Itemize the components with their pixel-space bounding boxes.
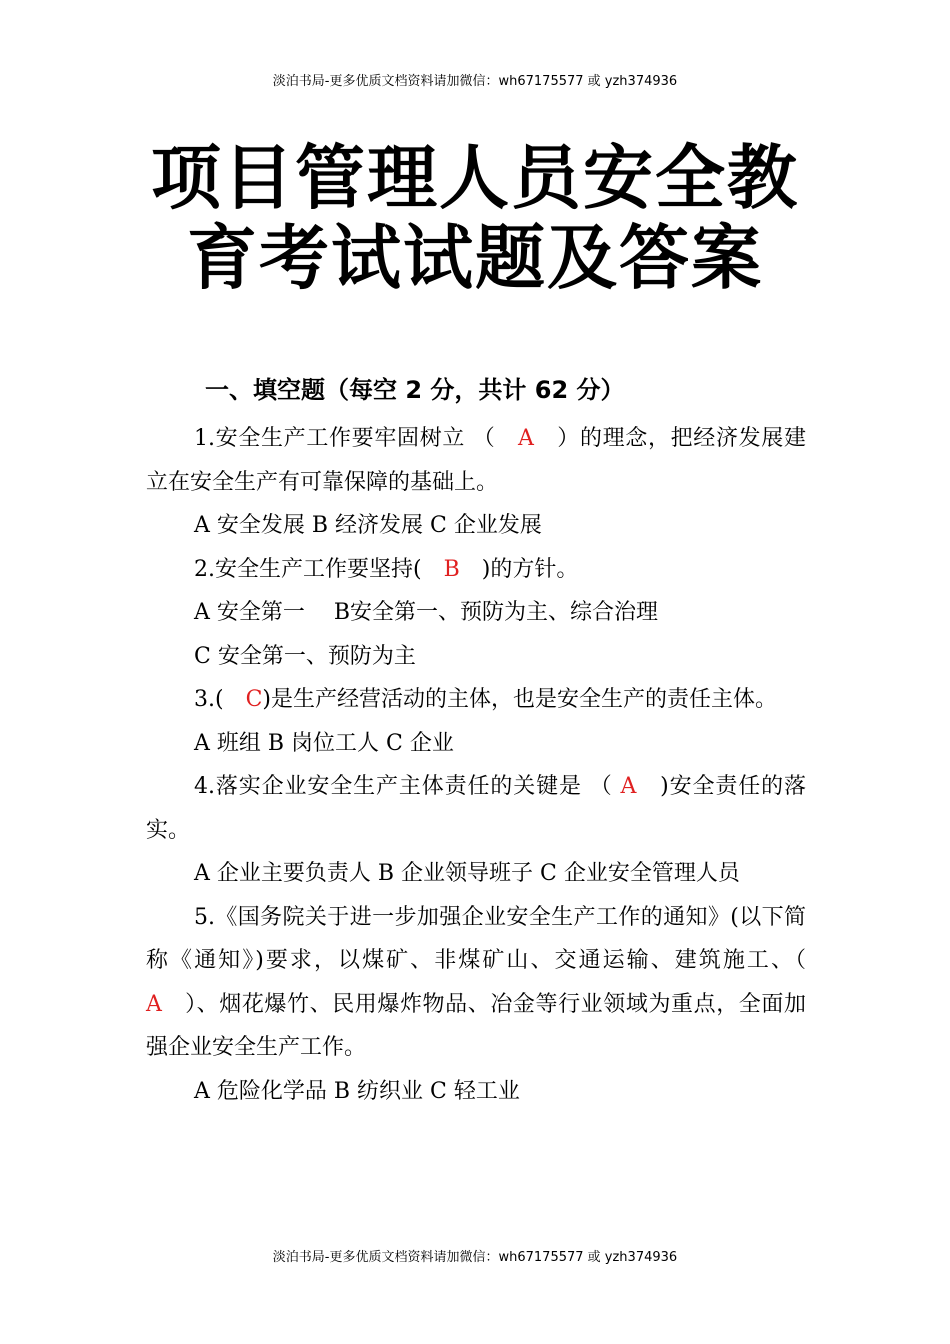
question-text: 1.安全生产工作要牢固树立 （: [194, 426, 519, 451]
question-text: 4.落实企业安全生产主体责任的关键是 （: [194, 774, 621, 799]
answer-mark: B: [443, 556, 460, 582]
question-list: [146, 417, 806, 1113]
question-text: 5.《国务院关于进一步加强企业安全生产工作的通知》(以下简称《通知》)要求，以煤矿、非煤矿山、交通运输、建筑施工、（: [146, 904, 806, 973]
answer-mark: A: [146, 991, 162, 1017]
question-text: 3.(: [194, 687, 246, 712]
section-heading: 一、填空题（每空 2 分，共计 62 分）: [205, 376, 625, 404]
question-1: [146, 417, 806, 504]
answer-mark: A: [518, 426, 534, 451]
question-3-options: A 班组 B 岗位工人 C 企业: [194, 730, 454, 756]
question-4-options: A 企业主要负责人 B 企业领导班子 C 企业安全管理人员: [194, 861, 740, 886]
answer-mark: A: [620, 774, 637, 799]
question-4: [146, 765, 806, 852]
question-text: )的方针。: [459, 556, 579, 582]
question-text: ）的理念，把经济发展建立在安全生产有可靠保障的基础上。: [146, 426, 806, 495]
question-1-options: A 安全发展 B 经济发展 C 企业发展: [194, 513, 542, 538]
question-2-options-line-2: C 安全第一、预防为主: [194, 643, 416, 669]
footer-watermark: 淡泊书局-更多优质文档资料请加微信：wh67175577 或 yzh374936: [272, 1250, 678, 1265]
document-title: [0, 138, 950, 298]
question-text: 2.安全生产工作要坚持(: [194, 556, 444, 582]
question-5: [146, 896, 806, 1070]
question-5-options: A 危险化学品 B 纺织业 C 轻工业: [194, 1078, 520, 1104]
title-line-2: 育考试试题及答案: [187, 217, 763, 299]
question-2: [146, 548, 806, 592]
question-text: )是生产经营活动的主体，也是安全生产的责任主体。: [262, 687, 778, 712]
header-watermark: 淡泊书局-更多优质文档资料请加微信：wh67175577 或 yzh374936: [272, 74, 678, 89]
question-2-options-line-1: A 安全第一 B安全第一、预防为主、综合治理: [194, 600, 659, 625]
question-text: ）、烟花爆竹、民用爆炸物品、冶金等行业领域为重点，全面加强企业安全生产工作。: [146, 991, 806, 1060]
title-line-1: 项目管理人员安全教: [151, 137, 799, 219]
answer-mark: C: [245, 687, 263, 712]
question-3: [146, 678, 806, 722]
question-text: )安全责任的落实。: [146, 774, 806, 843]
